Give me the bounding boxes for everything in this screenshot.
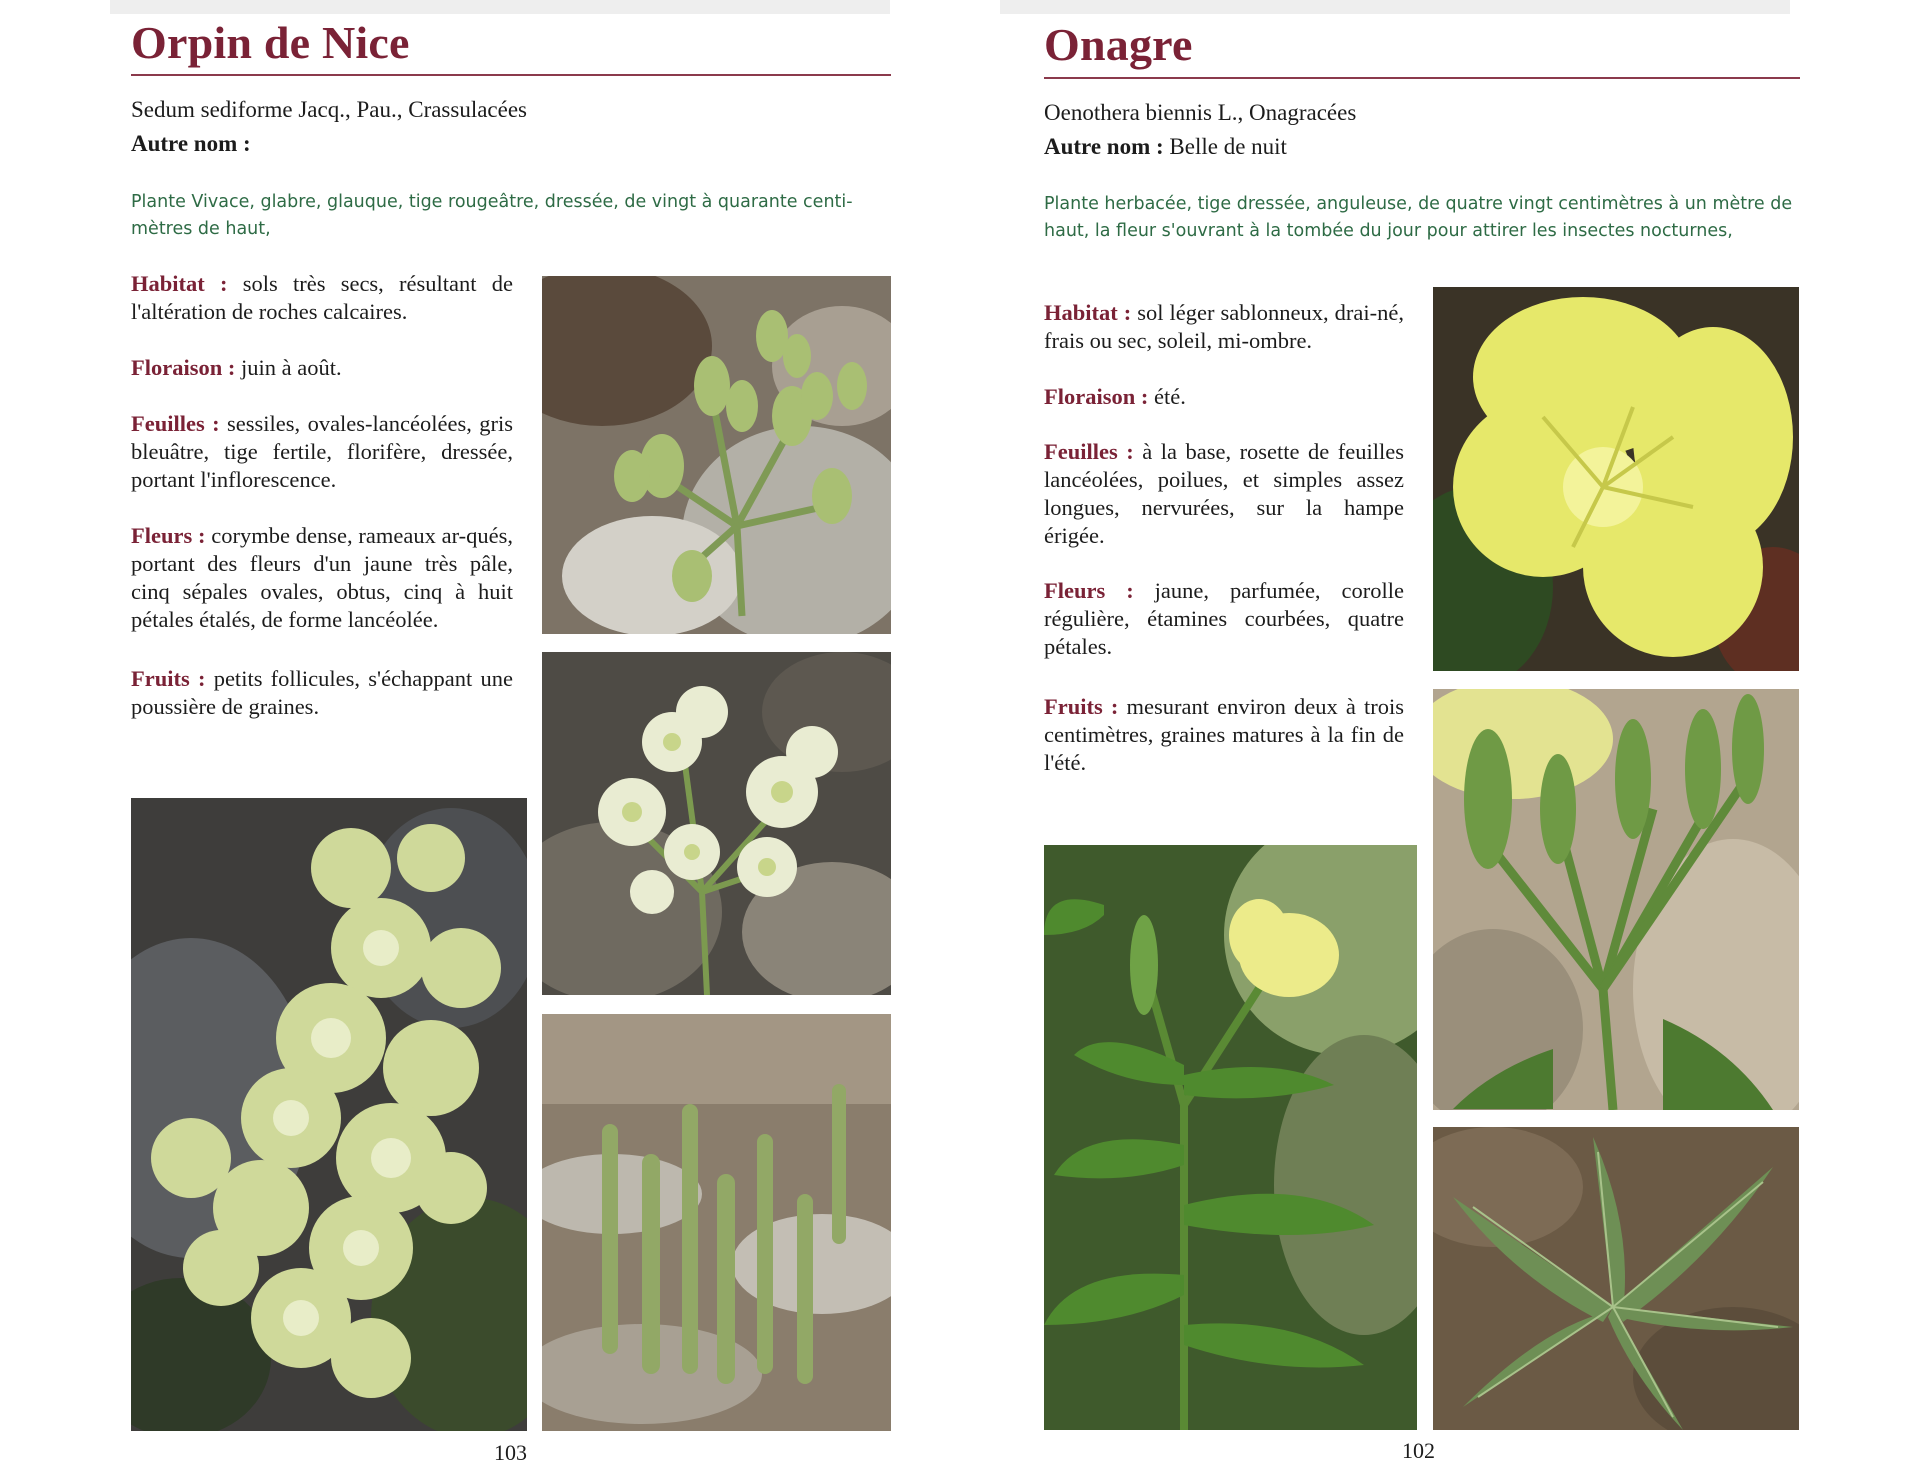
onagre-rosette-photo [1433,1127,1799,1430]
latin-name: Oenothera biennis L., Onagracées [1044,100,1357,125]
fruits-text: mesurant environ deux à trois centimètres, graines matures à la fin de l'été. [1044,694,1404,775]
sedum-buds-photo [542,276,891,634]
sedum-stems-photo [542,1014,891,1431]
other-name-value: Belle de nuit [1163,134,1287,159]
title-rule [1044,77,1800,79]
latin-name: Sedum sediforme Jacq., Pau., Crassulacées [131,97,528,122]
floraison-text: juin à août. [235,355,342,380]
habitat-text: sols très secs, résultant de l'altération de roches calcaires. [131,271,513,324]
other-name [131,130,251,158]
floraison-section [1044,383,1404,411]
floraison-text: été. [1148,384,1186,409]
fleurs-text: jaune, parfumée, corolle régulière, étamines courbées, quatre pétales. [1044,578,1404,659]
feuilles-section [131,410,513,494]
onagre-plant-photo [1044,845,1417,1430]
feuilles-label: Feuilles : [1044,439,1134,464]
fleurs-text: corymbe dense, rameaux ar-qués, portant des fleurs d'un jaune très pâle, cinq sépales ovales, obtus, cinq à huit pétales étalés, de forme lancéolée. [131,523,513,632]
fleurs-section [131,522,513,634]
page-title: Orpin de Nice [131,17,410,68]
feuilles-text: sessiles, ovales-lancéolées, gris bleuâtre, tige fertile, florifère, dressée, portant l'inflorescence. [131,411,514,492]
other-name-label: Autre nom : [1044,134,1164,159]
habitat-section [131,270,513,326]
sedum-flowers-photo [542,652,891,995]
page-top-edge [1000,0,1790,14]
summary-text: Plante Vivace, glabre, glauque, tige rougeâtre, dressée, de vingt à quarante centi-mètres de haut, [131,192,853,239]
title-rule [131,74,891,76]
page-top-edge [110,0,890,14]
onagre-buds-photo [1433,689,1799,1110]
page-number: 103 [494,1440,527,1465]
sedum-inflorescence-photo [131,798,527,1431]
fruits-label: Fruits : [131,666,206,691]
page-number: 102 [1402,1438,1435,1463]
habitat-section [1044,299,1404,355]
fruits-section [1044,693,1404,777]
feuilles-label: Feuilles : [131,411,220,436]
summary-text: Plante herbacée, tige dressée, anguleuse, de quatre vingt centimètres à un mètre de haut, la fleur s'ouvrant à la tombée du jour pour attirer les insectes nocturnes, [1044,194,1793,241]
page-title: Onagre [1044,19,1193,70]
floraison-section [131,354,513,382]
fruits-text: petits follicules, s'échappant une poussière de graines. [131,666,513,719]
fruits-section [131,665,513,721]
fleurs-section [1044,577,1404,661]
right-page [960,0,1919,1483]
onagre-flower-photo [1433,287,1799,671]
fruits-label: Fruits : [1044,694,1119,719]
floraison-label: Floraison : [131,355,236,380]
other-name-label: Autre nom : [131,131,251,156]
habitat-label: Habitat : [131,271,228,296]
fleurs-label: Fleurs : [1044,578,1134,603]
other-name [1044,133,1287,161]
fleurs-label: Fleurs : [131,523,206,548]
habitat-text: sol léger sablonneux, drai-né, frais ou sec, soleil, mi-ombre. [1044,300,1404,353]
feuilles-text: à la base, rosette de feuilles lancéolées, poilues, et simples assez longues, nervurées, sur la hampe érigée. [1044,439,1404,548]
feuilles-section [1044,438,1404,550]
floraison-label: Floraison : [1044,384,1149,409]
habitat-label: Habitat : [1044,300,1132,325]
